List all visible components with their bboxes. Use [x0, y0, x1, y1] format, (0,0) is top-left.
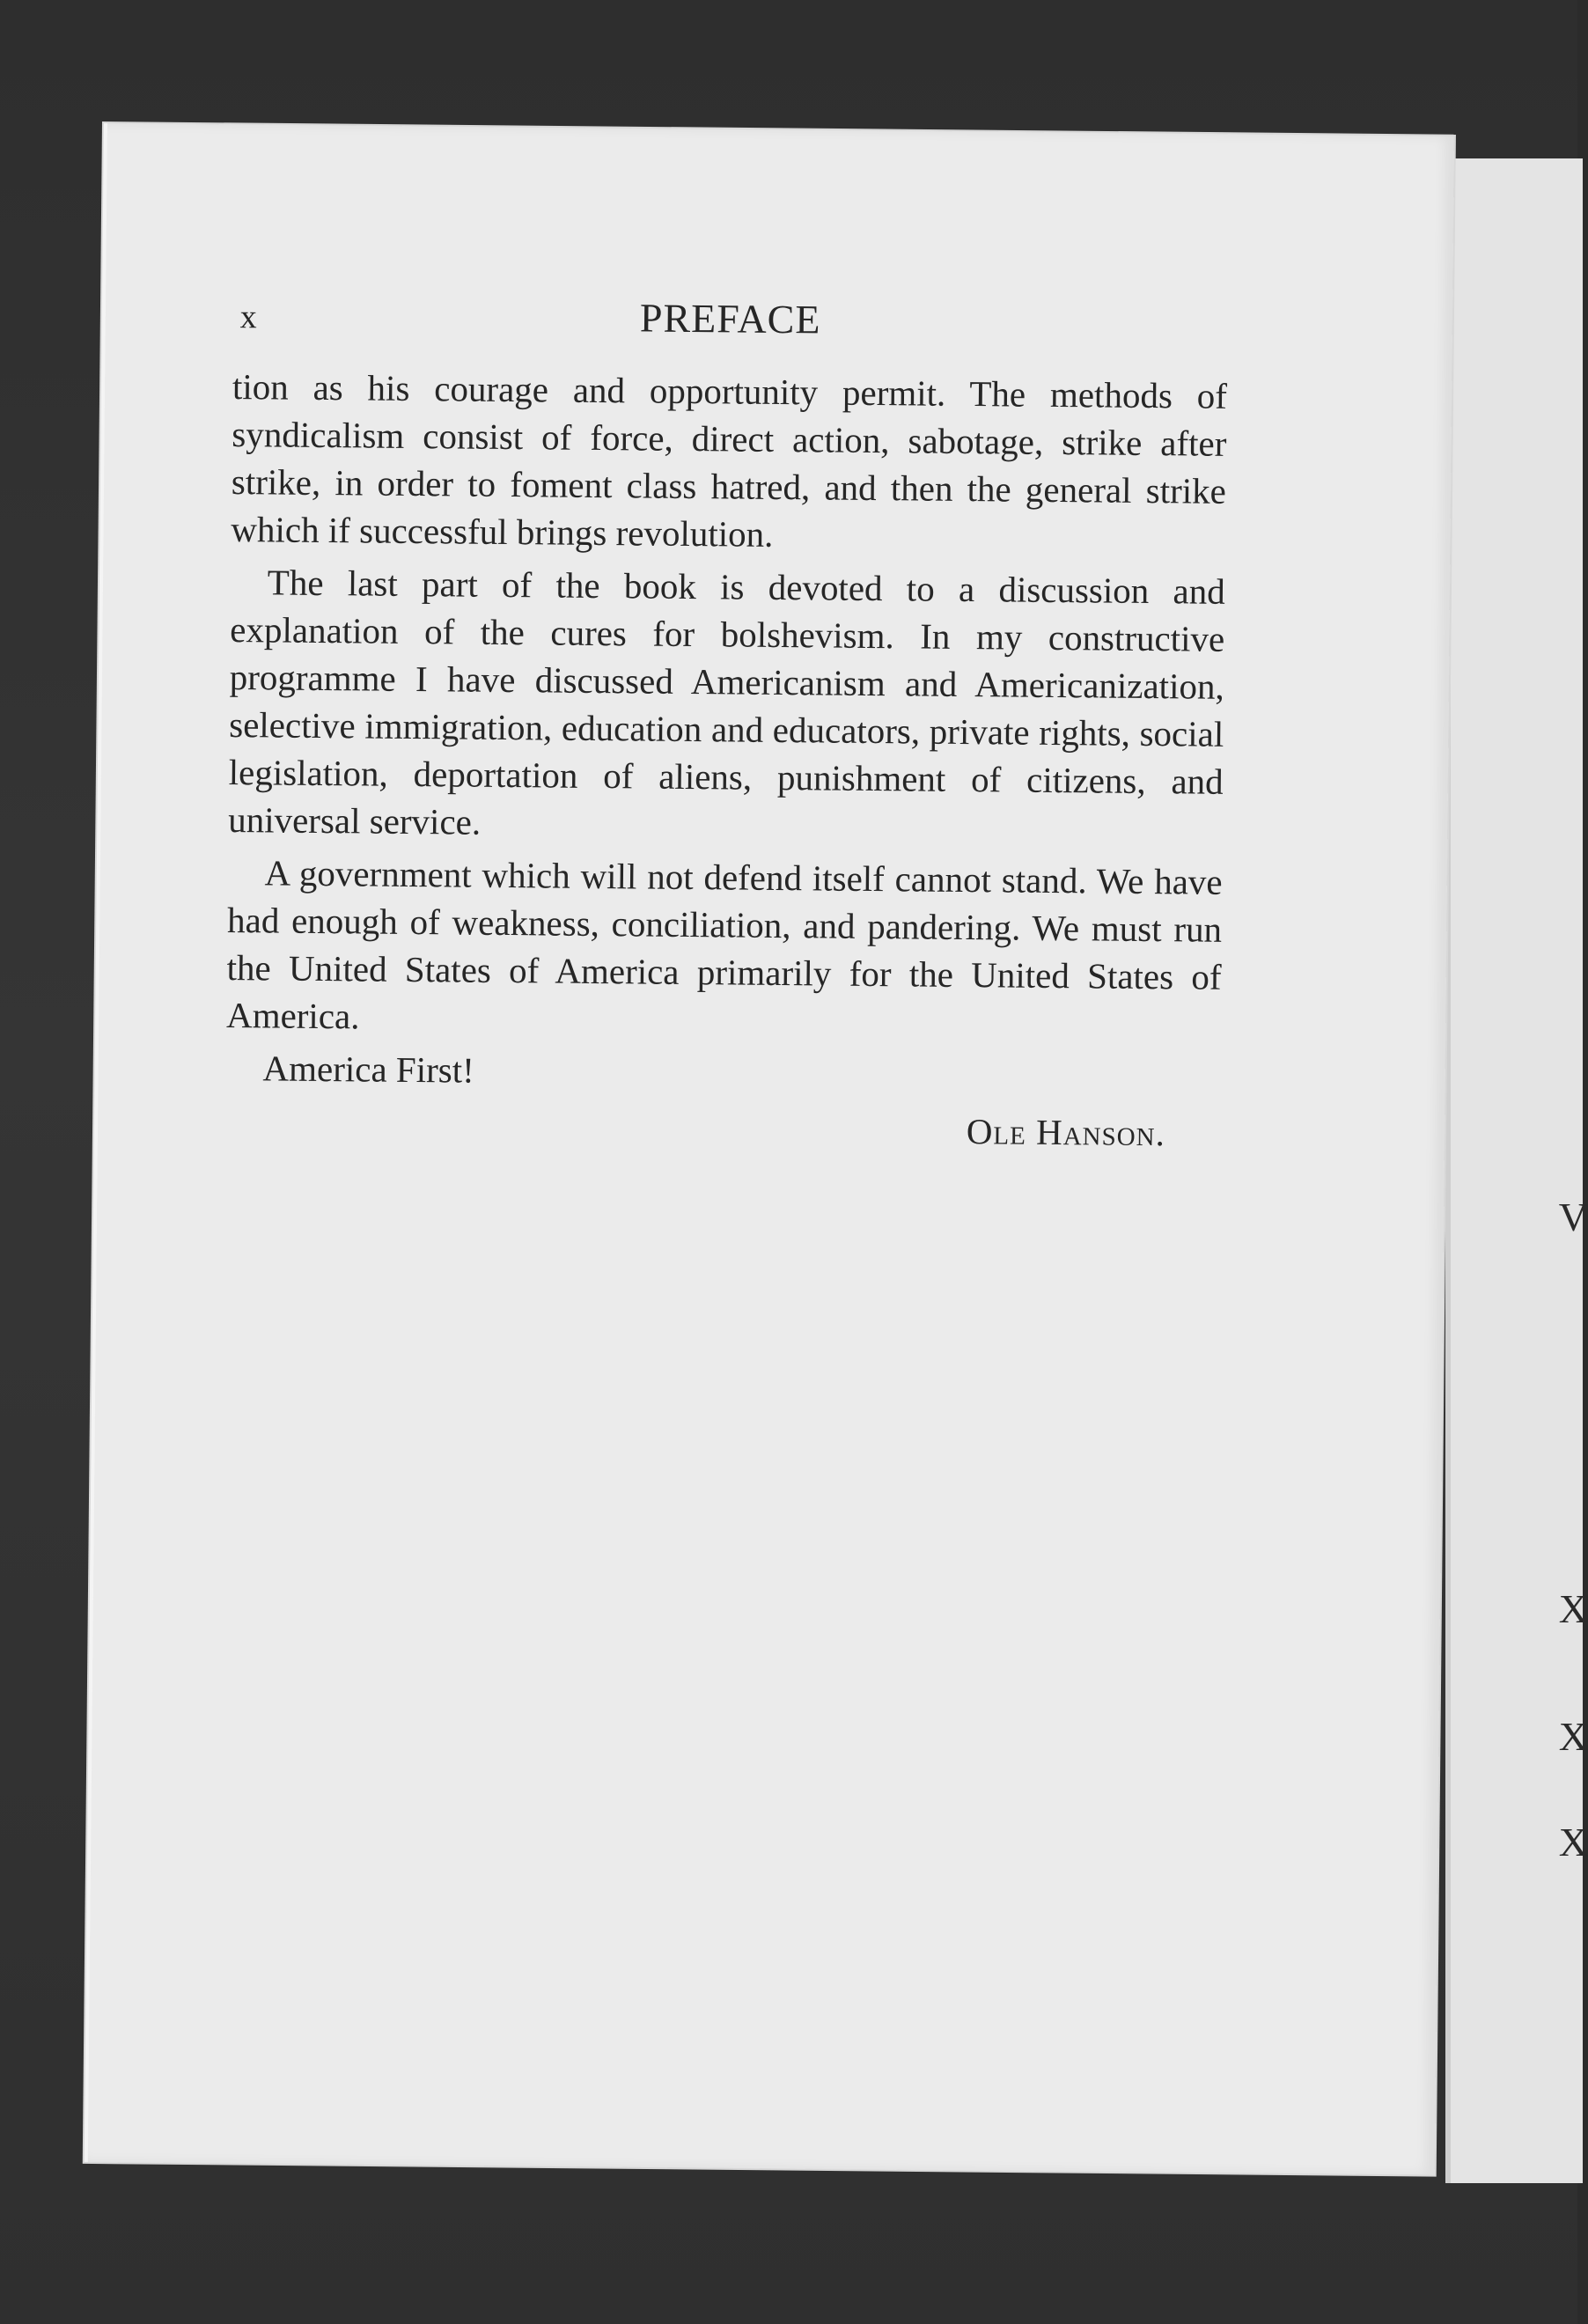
facing-page	[1445, 158, 1588, 2183]
page-number: x	[239, 298, 257, 336]
facing-page-glyph: V	[1558, 1195, 1588, 1239]
facing-page-glyph: X	[1558, 1714, 1588, 1759]
paragraph: A government which will not defend itself cannot stand. We have had enough of weakness, conciliation, and pandering. We must run the United States of America primarily for the United States of America.	[225, 852, 1223, 1037]
closing-line: America First!	[262, 1048, 474, 1091]
page-content	[225, 290, 1228, 1158]
running-title: PREFACE	[639, 295, 821, 342]
facing-page-glyph: X	[1558, 1820, 1588, 1864]
paragraph: tion as his courage and opportunity permit. The methods of syndicalism consist of force, direct action, sabotage, strike after strike, in order to foment class hatred, and then the general strike which if successful brings revolution.	[231, 365, 1228, 555]
paragraph: The last part of the book is devoted to a discussion and explanation of the cures for bolshevism. In my constructive programme I have discussed Americanism and Americanization, selective immigration, education and educators, private rights, social legislation, deportation of aliens, punishment of citizens, and universal service.	[228, 562, 1225, 842]
author-signature: Ole Hanson.	[966, 1111, 1166, 1154]
running-head	[232, 290, 1228, 362]
facing-page-glyph: X	[1558, 1586, 1588, 1631]
